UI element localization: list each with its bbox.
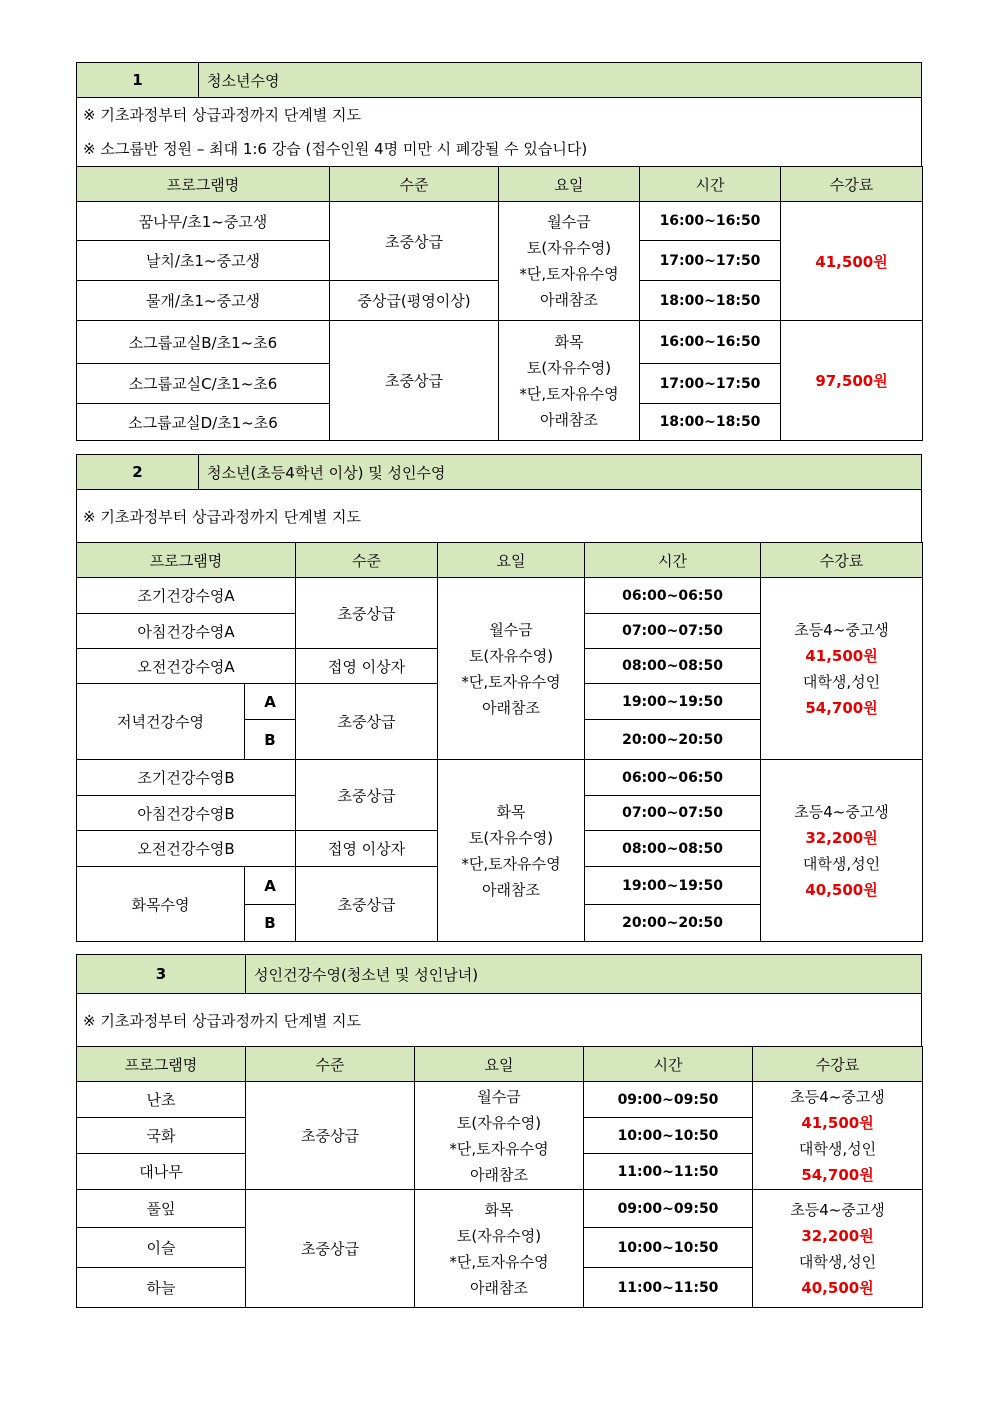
days-cell <box>438 578 585 760</box>
note-line: ※ 소그룹반 정원 – 최대 1:6 강습 (접수인원 4명 미만 시 폐강될 수 있습니다) <box>83 140 588 158</box>
level-cell: 초중상급 <box>296 760 438 831</box>
time-cell: 11:00~11:50 <box>584 1154 753 1190</box>
days-line: 아래참조 <box>540 410 598 429</box>
fee-group-label: 초등4~중고생 <box>794 802 889 821</box>
fee-cell: 41,500원 <box>781 202 923 321</box>
days-line: 화목 <box>484 1200 514 1219</box>
time-cell: 19:00~19:50 <box>585 867 761 905</box>
time-cell: 08:00~08:50 <box>585 649 761 684</box>
sub-class-cell: B <box>245 720 296 760</box>
program-cell: 화목수영 <box>77 867 245 942</box>
days-cell <box>415 1190 584 1308</box>
program-cell: 소그룹교실D/초1~초6 <box>77 404 330 441</box>
program-cell: 소그룹교실C/초1~초6 <box>77 364 330 404</box>
fee-cell <box>753 1190 923 1308</box>
program-cell: 국화 <box>77 1118 246 1154</box>
days-line: 아래참조 <box>482 880 540 899</box>
program-cell: 오전건강수영A <box>77 649 296 684</box>
program-cell: 하늘 <box>77 1268 246 1308</box>
schedule-table <box>76 1046 923 1308</box>
time-cell: 19:00~19:50 <box>585 684 761 720</box>
sub-class-cell: A <box>245 867 296 905</box>
note-line: ※ 기초과정부터 상급과정까지 단계별 지도 <box>83 507 361 526</box>
fee-amount: 40,500원 <box>801 1278 874 1297</box>
time-cell: 09:00~09:50 <box>584 1082 753 1118</box>
days-line: 아래참조 <box>470 1165 528 1184</box>
section-title: 성인건강수영(청소년 및 성인남녀) <box>246 955 922 994</box>
section-title: 청소년수영 <box>199 63 922 98</box>
fee-amount: 41,500원 <box>801 1113 874 1132</box>
days-line: 아래참조 <box>540 291 598 309</box>
program-cell: 물개/초1~중고생 <box>77 281 330 321</box>
program-cell: 꿈나무/초1~중고생 <box>77 202 330 241</box>
sub-class-cell: B <box>245 905 296 942</box>
section-2 <box>76 454 922 942</box>
fee-group-label: 초등4~중고생 <box>790 1087 885 1106</box>
fee-cell <box>761 760 923 942</box>
section-note <box>77 490 922 543</box>
level-cell: 초중상급 <box>296 578 438 649</box>
time-cell: 07:00~07:50 <box>585 796 761 831</box>
time-cell: 20:00~20:50 <box>585 905 761 942</box>
header-days: 요일 <box>415 1047 584 1082</box>
sub-class-cell: A <box>245 684 296 720</box>
time-cell: 06:00~06:50 <box>585 760 761 796</box>
level-cell: 초중상급 <box>296 684 438 760</box>
days-line: 화목 <box>554 332 584 351</box>
fee-group-label: 초등4~중고생 <box>794 620 889 639</box>
level-cell: 접영 이상자 <box>296 649 438 684</box>
section-number: 3 <box>77 955 246 994</box>
section-1 <box>76 62 922 441</box>
header-program: 프로그램명 <box>77 543 296 578</box>
days-cell <box>499 202 640 321</box>
fee-group-label: 초등4~중고생 <box>790 1200 885 1219</box>
days-line: 토(자유수영) <box>468 646 554 665</box>
time-cell: 10:00~10:50 <box>584 1228 753 1268</box>
fee-amount: 40,500원 <box>805 880 878 899</box>
days-line: 아래참조 <box>470 1278 528 1297</box>
fee-cell <box>761 578 923 760</box>
header-days: 요일 <box>499 167 640 202</box>
level-cell: 초중상급 <box>246 1082 415 1190</box>
time-cell: 16:00~16:50 <box>640 321 781 364</box>
days-line: 토(자유수영) <box>456 1113 542 1132</box>
days-line: 토(자유수영) <box>468 828 554 847</box>
schedule-table <box>76 542 923 942</box>
header-program: 프로그램명 <box>77 167 330 202</box>
header-days: 요일 <box>438 543 585 578</box>
days-line: *단,토자유수영 <box>461 854 561 873</box>
program-cell: 소그룹교실B/초1~초6 <box>77 321 330 364</box>
level-cell: 접영 이상자 <box>296 831 438 867</box>
level-cell: 중상급(평영이상) <box>330 281 499 321</box>
header-fee: 수강료 <box>781 167 923 202</box>
time-cell: 10:00~10:50 <box>584 1118 753 1154</box>
days-line: *단,토자유수영 <box>449 1252 549 1271</box>
time-cell: 17:00~17:50 <box>640 241 781 281</box>
section-number: 1 <box>77 63 199 98</box>
days-line: 토(자유수영) <box>526 239 612 257</box>
section-1-title-table <box>76 62 922 167</box>
header-fee: 수강료 <box>753 1047 923 1082</box>
fee-cell: 97,500원 <box>781 321 923 441</box>
time-cell: 07:00~07:50 <box>585 614 761 649</box>
program-cell: 조기건강수영A <box>77 578 296 614</box>
days-cell <box>415 1082 584 1190</box>
program-cell: 풀잎 <box>77 1190 246 1228</box>
days-line: *단,토자유수영 <box>461 672 561 691</box>
section-3-title-table <box>76 954 922 1047</box>
note-line: ※ 기초과정부터 상급과정까지 단계별 지도 <box>83 1011 361 1030</box>
program-cell: 조기건강수영B <box>77 760 296 796</box>
program-cell: 대나무 <box>77 1154 246 1190</box>
days-line: 토(자유수영) <box>456 1226 542 1245</box>
fee-amount: 54,700원 <box>801 1165 874 1184</box>
days-line: 화목 <box>496 802 526 821</box>
level-cell: 초중상급 <box>246 1190 415 1308</box>
days-line: *단,토자유수영 <box>519 384 619 403</box>
fee-group-label: 대학생,성인 <box>802 672 881 691</box>
days-cell <box>438 760 585 942</box>
time-cell: 11:00~11:50 <box>584 1268 753 1308</box>
section-3 <box>76 954 922 1308</box>
time-cell: 18:00~18:50 <box>640 281 781 321</box>
fee-group-label: 대학생,성인 <box>802 854 881 873</box>
header-level: 수준 <box>296 543 438 578</box>
header-time: 시간 <box>584 1047 753 1082</box>
program-cell: 난초 <box>77 1082 246 1118</box>
fee-amount: 32,200원 <box>805 828 878 847</box>
time-cell: 06:00~06:50 <box>585 578 761 614</box>
time-cell: 18:00~18:50 <box>640 404 781 441</box>
fee-amount: 32,200원 <box>801 1226 874 1245</box>
section-title: 청소년(초등4학년 이상) 및 성인수영 <box>199 455 922 490</box>
header-level: 수준 <box>246 1047 415 1082</box>
time-cell: 08:00~08:50 <box>585 831 761 867</box>
days-line: 월수금 <box>547 213 591 231</box>
program-cell: 오전건강수영B <box>77 831 296 867</box>
fee-cell <box>753 1082 923 1190</box>
days-cell <box>499 321 640 441</box>
header-level: 수준 <box>330 167 499 202</box>
fee-group-label: 대학생,성인 <box>798 1252 877 1271</box>
section-note <box>77 994 922 1047</box>
header-program: 프로그램명 <box>77 1047 246 1082</box>
section-2-title-table <box>76 454 922 543</box>
days-line: 월수금 <box>489 620 533 639</box>
header-fee: 수강료 <box>761 543 923 578</box>
time-cell: 16:00~16:50 <box>640 202 781 241</box>
note-line: ※ 기초과정부터 상급과정까지 단계별 지도 <box>83 106 361 124</box>
level-cell: 초중상급 <box>330 321 499 441</box>
fee-amount: 54,700원 <box>805 698 878 717</box>
time-cell: 17:00~17:50 <box>640 364 781 404</box>
days-line: 아래참조 <box>482 698 540 717</box>
program-cell: 아침건강수영A <box>77 614 296 649</box>
program-cell: 저녁건강수영 <box>77 684 245 760</box>
level-cell: 초중상급 <box>330 202 499 281</box>
level-cell: 초중상급 <box>296 867 438 942</box>
section-note <box>77 98 922 167</box>
program-cell: 이슬 <box>77 1228 246 1268</box>
header-time: 시간 <box>585 543 761 578</box>
program-cell: 아침건강수영B <box>77 796 296 831</box>
program-cell: 날치/초1~중고생 <box>77 241 330 281</box>
days-line: 월수금 <box>477 1087 521 1106</box>
schedule-table <box>76 166 923 441</box>
fee-group-label: 대학생,성인 <box>798 1139 877 1158</box>
fee-amount: 41,500원 <box>805 646 878 665</box>
header-time: 시간 <box>640 167 781 202</box>
time-cell: 09:00~09:50 <box>584 1190 753 1228</box>
days-line: 토(자유수영) <box>526 358 612 377</box>
time-cell: 20:00~20:50 <box>585 720 761 760</box>
section-number: 2 <box>77 455 199 490</box>
days-line: *단,토자유수영 <box>519 265 619 283</box>
days-line: *단,토자유수영 <box>449 1139 549 1158</box>
